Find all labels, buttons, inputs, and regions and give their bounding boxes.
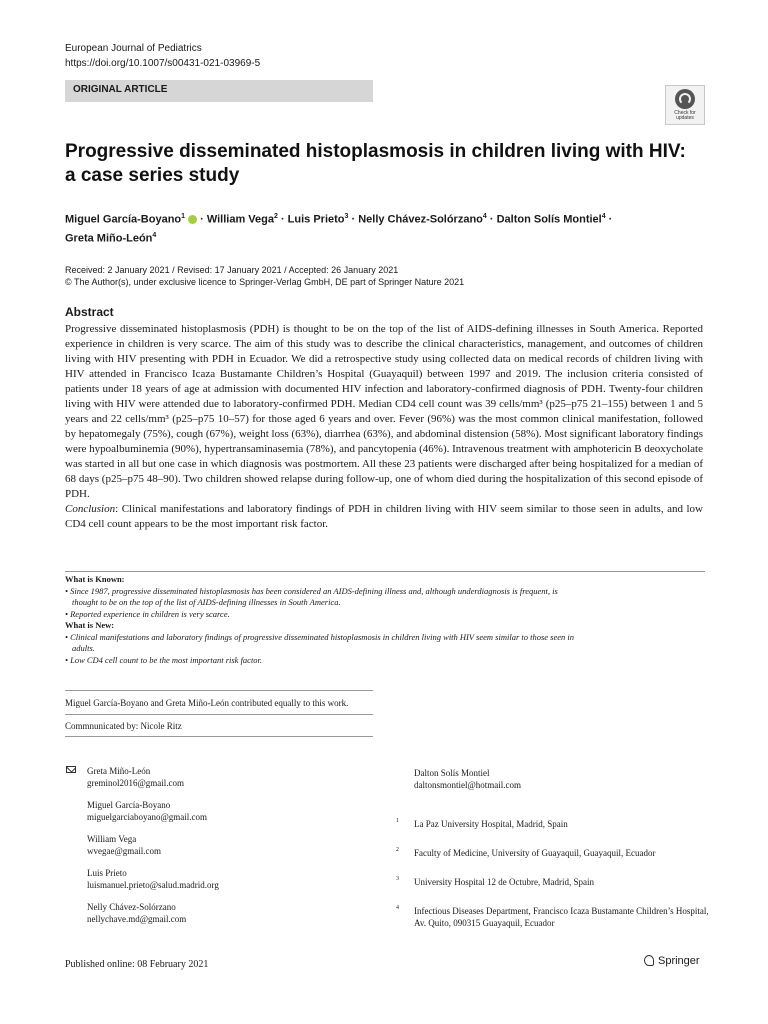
doi-link[interactable]: https://doi.org/10.1007/s00431-021-03969-5 [65, 58, 261, 69]
check-updates-badge[interactable] [665, 85, 705, 125]
contact-list [65, 765, 385, 935]
affiliation-num: 4 [396, 905, 399, 911]
author-affil-num: 4 [601, 213, 606, 220]
copyright-text: The Author(s), under exclusive licence to Springer-Verlag GmbH, DE part of Springer Nature 2021 [73, 277, 465, 287]
published-date: Published online: 08 February 2021 [65, 959, 209, 970]
affiliation-num: 2 [396, 847, 399, 853]
article-type-banner [65, 80, 373, 102]
contact-email[interactable]: luismanuel.prieto@salud.madrid.org [87, 880, 219, 890]
contact-entry [65, 901, 385, 925]
contact-entry-right [414, 767, 714, 791]
contact-name: Miguel García-Boyano [87, 800, 171, 810]
key-points-box [65, 571, 705, 666]
new-item: • Low CD4 cell count to be the most important risk factor. [65, 654, 263, 665]
contribution-note: Miguel García-Boyano and Greta Miño-León contributed equally to this work. [65, 691, 373, 715]
journal-name: European Journal of Pediatrics [65, 43, 202, 54]
copyright-line [65, 276, 464, 288]
contact-entry [65, 765, 385, 789]
new-item: adults. [72, 643, 95, 653]
title-line-1: Progressive disseminated histoplasmosis in children living with HIV: [65, 141, 686, 162]
envelope-icon [66, 766, 76, 773]
contact-email[interactable]: wvegae@gmail.com [87, 846, 162, 856]
springer-horse-icon [644, 955, 654, 966]
author-list: Miguel García-Boyano$^1$ · William Vega$^2$ · Luis Prieto$^3$ · Nelly Chávez-Solórzano$^4$ · Dalton Solís Montiel$^4$ · Greta Miño-León$^4$ [65, 213, 613, 245]
author-name[interactable]: Greta Miño-León [65, 232, 153, 245]
orcid-icon[interactable] [188, 215, 197, 224]
affiliation-text: University Hospital 12 de Octubre, Madrid, Spain [414, 877, 594, 887]
contact-email[interactable]: daltonsmontiel@hotmail.com [414, 780, 522, 790]
communicated-by: Commnunicated by: Nicole Ritz [65, 715, 373, 737]
publisher-name: Springer [658, 955, 700, 967]
known-item: • Reported experience in children is very scarce. [65, 608, 230, 619]
contact-name: Greta Miño-León [87, 766, 151, 776]
affiliation-num: 1 [396, 818, 399, 824]
conclusion-text: : Clinical manifestations and laboratory findings of PDH in children living with HIV seem similar to those seen in adults, and low CD4 cell count appears to be the most important risk factor. [65, 503, 703, 530]
article-title [65, 140, 705, 188]
author-affil-num: 4 [152, 231, 157, 239]
abstract-heading: Abstract [65, 305, 114, 319]
copyright-icon: © [65, 277, 74, 287]
contact-name: William Vega [87, 834, 137, 844]
author-affil-num: 1 [181, 213, 186, 220]
contact-email[interactable]: nellychave.md@gmail.com [87, 914, 187, 924]
affiliation-text: La Paz University Hospital, Madrid, Spain [414, 819, 568, 829]
journal-header [65, 41, 260, 71]
contact-email[interactable]: miguelgarciaboyano@gmail.com [87, 812, 208, 822]
contact-name: Luis Prieto [87, 868, 127, 878]
author-affil-num: 4 [482, 213, 487, 220]
known-item: • Since 1987, progressive disseminated histoplasmosis has been considered an AIDS-defining illness and, although underdiagnosis is frequent, is [65, 585, 558, 596]
contact-entry [65, 833, 385, 857]
dates-block [65, 264, 464, 288]
title-line-2: a case series study [65, 165, 240, 186]
author-name[interactable]: Luis Prieto [287, 213, 345, 226]
check-updates-label: Check for updates [674, 110, 696, 121]
contact-entry [65, 867, 385, 891]
affiliation-text: Infectious Diseases Department, Francisco Icaza Bustamante Children’s Hospital, Av. Quito, 090315 Guayaquil, Ecuador [414, 906, 709, 928]
author-name[interactable]: Nelly Chávez-Solórzano [358, 213, 483, 226]
author-name[interactable]: Miguel García-Boyano [65, 213, 182, 226]
what-is-known-heading: What is Known: [65, 574, 125, 584]
affiliation-num: 3 [396, 876, 399, 882]
author-affil-num: 2 [273, 213, 278, 220]
article-type: ORIGINAL ARTICLE [73, 84, 168, 95]
known-item: thought to be on the top of the list of AIDS-defining illnesses in South America. [72, 597, 341, 607]
contact-email[interactable]: greminol2016@gmail.com [87, 778, 185, 788]
contact-name: Dalton Solís Montiel [414, 768, 490, 778]
abstract-text: Progressive disseminated histoplasmosis (PDH) is thought to be on the top of the list of AIDS-defining illnesses in South America. Reported experience in children is very scarce. The aim of this study was to describe the clinical characteristics, management, and outcomes of children living with HIV presenting with PDH in Ecuador. We did a retrospective study using collected data on medical records of children living with HIV attended in Francisco Icaza Bustamante Children’s Hospital (Guayaquil) between 1997 and 2019. The inclusion criteria consisted of patients under 18 years of age at admission with documented HIV infection and laboratory-confirmed diagnosis of PDH. Twenty-four children living with HIV were attended due to laboratory-confirmed PDH. Median CD4 cell count was 39 cells/mm³ (p25–p75 21–155) between 1 and 5 years and 22 cells/mm³ (p25–p75 10–57) for those aged 6 years and over. Fever (96%) was the most common clinical manifestation, followed by hepatomegaly (75%), cough (67%), weight loss (63%), diarrhea (63%), and abdominal distension (58%). Most significant laboratory findings were hypoalbuminemia (90%), hypertransaminasemia (78%), and pancytopenia (46%). Intravenous treatment with amphotericin B deoxycholate was started in all but one case in which diagnosis was postmortem. All these 23 patients were discharged after being hospitalized for a median of 68 days (p25–p75 48–90). Two children showed relapse during follow-up, one of whom died during the hospitalization of this second episode of PDH. [65, 323, 703, 500]
author-name[interactable]: Dalton Solís Montiel [496, 213, 602, 226]
conclusion-label: Conclusion [65, 503, 116, 515]
what-is-new-heading: What is New: [65, 620, 115, 630]
author-affil-num: 3 [344, 213, 349, 220]
affiliation-text: Faculty of Medicine, University of Guayaquil, Guayaquil, Ecuador [414, 848, 656, 858]
contact-name: Nelly Chávez-Solórzano [87, 902, 176, 912]
author-name[interactable]: William Vega [206, 213, 274, 226]
received-dates: Received: 2 January 2021 / Revised: 17 January 2021 / Accepted: 26 January 2021 [65, 265, 399, 275]
contact-entry [65, 799, 385, 823]
publisher-logo [644, 955, 700, 967]
footnote-block [65, 690, 373, 737]
new-item: • Clinical manifestations and laboratory findings of progressive disseminated histoplasmosis in children living with HIV seem similar to those seen in [65, 631, 575, 642]
abstract-body [65, 322, 703, 532]
check-updates-icon [675, 89, 695, 109]
conclusion [65, 502, 703, 532]
